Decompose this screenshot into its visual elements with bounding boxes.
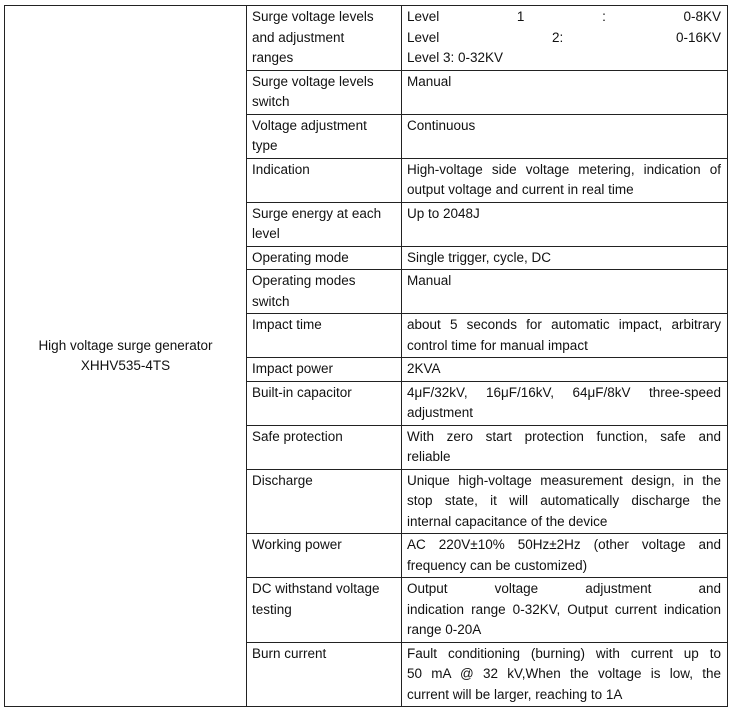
value-text: Single trigger, cycle, DC <box>407 249 552 265</box>
value-cell <box>402 578 728 643</box>
value-text: 50 mA @ 32 kV,When the voltage is low, the <box>407 666 721 681</box>
parameter-text: Surge voltage levels <box>252 9 374 24</box>
parameter-cell <box>247 6 402 71</box>
parameter-cell <box>247 158 402 202</box>
value-cell <box>402 358 728 382</box>
value-text: frequency can be customized) <box>407 557 588 573</box>
value-cell <box>402 270 728 314</box>
table-row <box>5 6 728 71</box>
parameter-cell <box>247 358 402 382</box>
spec-table <box>4 5 728 707</box>
parameter-text: Built-in capacitor <box>252 384 352 400</box>
parameter-cell <box>247 70 402 114</box>
value-cell <box>402 469 728 534</box>
value-text: Level 3: 0-32KV <box>407 50 504 65</box>
value-text: Output voltage adjustment and <box>407 581 721 596</box>
value-cell <box>402 70 728 114</box>
product-name-line: High voltage surge generator <box>38 337 213 353</box>
product-name-cell <box>5 6 247 707</box>
value-cell <box>402 642 728 707</box>
value-text: control time for manual impact <box>407 337 588 353</box>
value-text: indication range 0-32KV, Output current indication <box>407 601 721 617</box>
value-text: Manual <box>407 273 452 288</box>
value-text: reliable <box>407 449 451 464</box>
value-text: stop state, it will automatically discharge the <box>407 493 721 508</box>
product-name-line: XHHV535-4TS <box>80 358 171 373</box>
value-cell <box>402 246 728 270</box>
parameter-cell <box>247 578 402 643</box>
parameter-text: Discharge <box>252 472 313 488</box>
value-text: adjustment <box>407 405 474 420</box>
parameter-text: Surge energy at each <box>252 205 382 221</box>
parameter-text: Indication <box>252 161 310 177</box>
parameter-text: Burn current <box>252 645 327 661</box>
value-text: about 5 seconds for automatic impact, arbitrary <box>407 317 721 332</box>
value-text: AC 220V±10% 50Hz±2Hz (other voltage and <box>407 537 721 552</box>
parameter-text: DC withstand voltage <box>252 581 380 596</box>
value-text: current will be larger, reaching to 1A <box>407 686 623 702</box>
value-text: Unique high-voltage measurement design, in the <box>407 472 721 488</box>
value-text: Manual <box>407 73 452 89</box>
parameter-cell <box>247 314 402 358</box>
parameter-text: ranges <box>252 50 294 65</box>
value-text: Level 1 : 0-8KV <box>407 9 721 24</box>
parameter-cell <box>247 246 402 270</box>
value-text: 2KVA <box>407 361 441 376</box>
parameter-text: switch <box>252 293 290 309</box>
value-text: High-voltage side voltage metering, indication of <box>407 161 721 177</box>
value-cell <box>402 158 728 202</box>
parameter-cell <box>247 469 402 534</box>
value-cell <box>402 534 728 578</box>
parameter-text: Impact power <box>252 361 334 376</box>
parameter-cell <box>247 202 402 246</box>
parameter-text: switch <box>252 94 290 109</box>
value-text: 4μF/32kV, 16μF/16kV, 64μF/8kV three-speed <box>407 384 721 400</box>
value-cell <box>402 381 728 425</box>
value-cell <box>402 425 728 469</box>
parameter-text: Working power <box>252 537 342 552</box>
parameter-text: testing <box>252 601 292 617</box>
parameter-text: level <box>252 226 280 241</box>
parameter-cell <box>247 534 402 578</box>
value-cell <box>402 114 728 158</box>
parameter-text: Impact time <box>252 317 322 332</box>
parameter-text: Surge voltage levels <box>252 73 374 89</box>
value-cell <box>402 314 728 358</box>
value-cell <box>402 6 728 71</box>
value-text: Fault conditioning (burning) with current up to <box>407 645 721 661</box>
parameter-text: Safe protection <box>252 428 343 444</box>
value-text: Continuous <box>407 117 476 133</box>
value-text: range 0-20A <box>407 622 482 637</box>
parameter-cell <box>247 270 402 314</box>
spec-table-body <box>5 6 728 707</box>
parameter-cell <box>247 114 402 158</box>
parameter-text: Voltage adjustment <box>252 117 367 133</box>
value-text: internal capacitance of the device <box>407 513 608 529</box>
parameter-cell <box>247 381 402 425</box>
parameter-text: Operating modes <box>252 273 356 288</box>
value-cell <box>402 202 728 246</box>
parameter-cell <box>247 425 402 469</box>
value-text: Level 2: 0-16KV <box>407 29 721 45</box>
value-text: With zero start protection function, safe and <box>407 428 721 444</box>
value-text: Up to 2048J <box>407 205 480 221</box>
parameter-cell <box>247 642 402 707</box>
parameter-text: type <box>252 138 278 153</box>
value-text: output voltage and current in real time <box>407 182 634 197</box>
parameter-text: and adjustment <box>252 29 345 45</box>
parameter-text: Operating mode <box>252 249 349 265</box>
